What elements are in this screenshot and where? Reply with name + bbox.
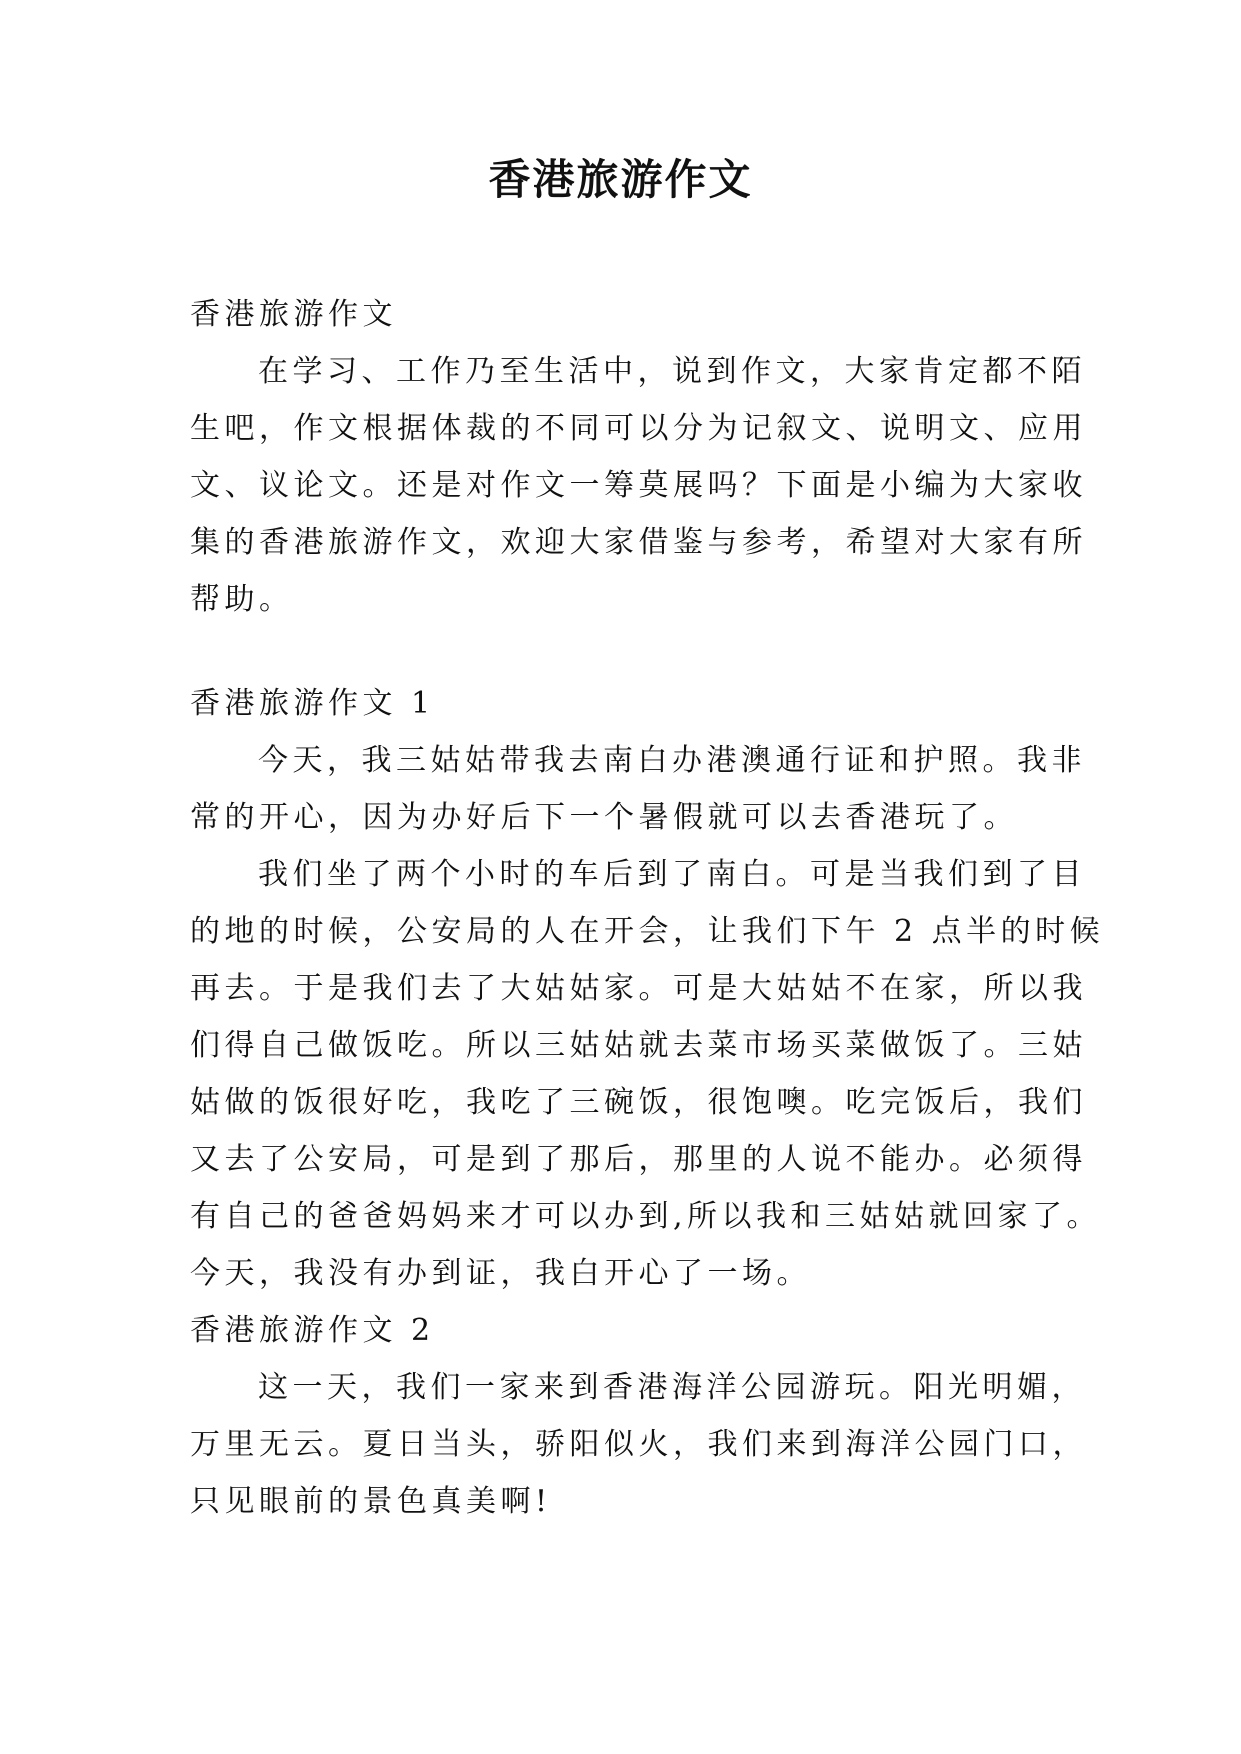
paragraph-line: 有自己的爸爸妈妈来才可以办到,所以我和三姑姑就回家了。 [190, 1199, 1102, 1234]
paragraph-line: 万里无云。夏日当头，骄阳似火，我们来到海洋公园门口， [190, 1427, 1087, 1462]
document-title: 香港旅游作文 [488, 155, 753, 204]
paragraph-line: 只见眼前的景色真美啊! [190, 1484, 552, 1519]
paragraph-line: 这一天，我们一家来到香港海洋公园游玩。阳光明媚， [258, 1370, 1086, 1405]
essay-2-heading: 香港旅游作文 2 [190, 1313, 435, 1348]
paragraph-line: 的地的时候，公安局的人在开会，让我们下午 2 点半的时候 [190, 914, 1105, 949]
essay-2-paragraph-1 [190, 1359, 1087, 1530]
paragraph-line: 今天，我没有办到证，我白开心了一场。 [190, 1256, 811, 1291]
intro-paragraph [190, 343, 1087, 628]
paragraph-line: 帮助。 [190, 582, 294, 617]
paragraph-line: 再去。于是我们去了大姑姑家。可是大姑姑不在家，所以我 [190, 971, 1087, 1006]
paragraph-line: 在学习、工作乃至生活中，说到作文，大家肯定都不陌 [258, 354, 1086, 389]
essay-1-paragraph-2 [190, 846, 1105, 1302]
paragraph-line: 今天，我三姑姑带我去南白办港澳通行证和护照。我非 [258, 743, 1086, 778]
essay-1-paragraph-1 [190, 732, 1086, 846]
section-spacer [190, 628, 1060, 675]
paragraph-line: 集的香港旅游作文，欢迎大家借鉴与参考，希望对大家有所 [190, 525, 1087, 560]
paragraph-line: 我们坐了两个小时的车后到了南白。可是当我们到了目 [258, 857, 1086, 892]
essay-1-heading: 香港旅游作文 1 [190, 686, 435, 721]
paragraph-line: 们得自己做饭吃。所以三姑姑就去菜市场买菜做饭了。三姑 [190, 1028, 1087, 1063]
intro-heading: 香港旅游作文 [190, 297, 397, 332]
document-body [190, 286, 1105, 1530]
paragraph-line: 常的开心，因为办好后下一个暑假就可以去香港玩了。 [190, 800, 1018, 835]
paragraph-line: 文、议论文。还是对作文一筹莫展吗？下面是小编为大家收 [190, 468, 1087, 503]
paragraph-line: 生吧，作文根据体裁的不同可以分为记叙文、说明文、应用 [190, 411, 1087, 446]
paragraph-line: 姑做的饭很好吃，我吃了三碗饭，很饱噢。吃完饭后，我们 [190, 1085, 1087, 1120]
paragraph-line: 又去了公安局，可是到了那后，那里的人说不能办。必须得 [190, 1142, 1087, 1177]
